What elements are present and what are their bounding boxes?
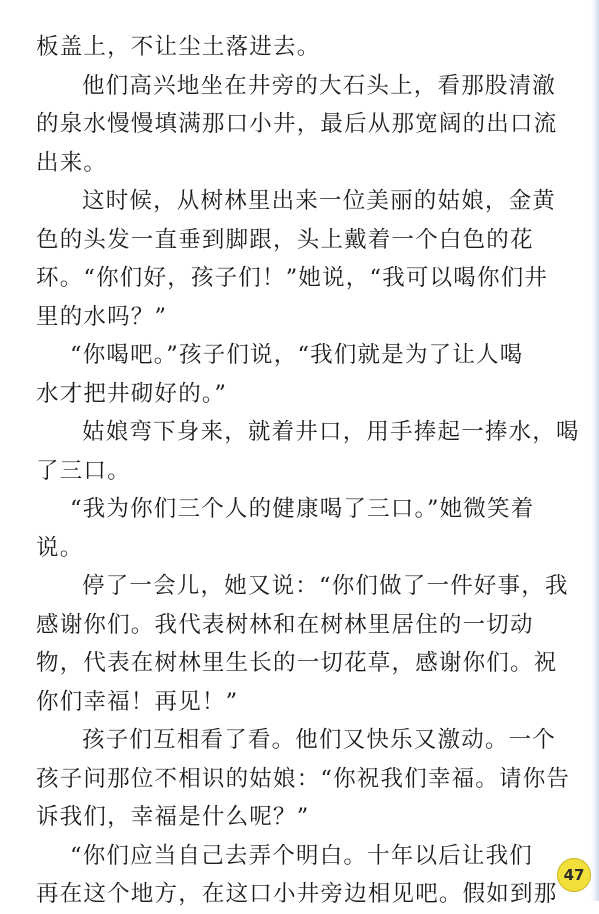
- page-number-badge: 47: [557, 858, 591, 892]
- text-line: 他们高兴地坐在井旁的大石头上，看那股清澈: [82, 72, 557, 99]
- page-edge-shadow: [591, 0, 599, 901]
- text-line: 你们幸福！再见！”: [36, 688, 239, 715]
- text-line: 色的头发一直垂到脚跟，头上戴着一个白色的花: [36, 226, 534, 253]
- text-line: 孩子问那位不相识的姑娘：“你祝我们幸福。请你告: [36, 765, 571, 792]
- text-line: 环。“你们好，孩子们！”她说，“我可以喝你们井: [36, 265, 549, 291]
- text-line: 再在这个地方，在这口小井旁边相见吧。假如到那: [36, 881, 558, 907]
- text-line: “你们应当自己去弄个明白。十年以后让我们: [70, 842, 534, 869]
- text-line: 说。: [36, 534, 84, 561]
- text-line: 的泉水慢慢填满那口小井，最后从那宽阔的出口流: [36, 111, 558, 137]
- text-line: 诉我们，幸福是什么呢？”: [36, 804, 310, 830]
- text-line: 停了一会儿，她又说：“你们做了一件好事，我: [82, 573, 569, 599]
- text-line: 板盖上，不让尘土落进去。: [36, 34, 321, 60]
- text-line: “你喝吧。”孩子们说，“我们就是为了让人喝: [70, 342, 524, 368]
- text-line: 姑娘弯下身来，就着井口，用手捧起一捧水，喝: [82, 419, 580, 445]
- text-line: 物，代表在树林里生长的一切花草，感谢你们。祝: [36, 650, 558, 676]
- text-line: 里的水吗？”: [36, 303, 168, 330]
- text-line: “我为你们三个人的健康喝了三口。”她微笑着: [70, 496, 535, 522]
- text-line: 孩子们互相看了看。他们又快乐又激动。一个: [82, 727, 557, 753]
- text-line: 出来。: [36, 149, 108, 176]
- text-line: 这时候，从树林里出来一位美丽的姑娘，金黄: [82, 188, 557, 214]
- text-line: 感谢你们。我代表树林和在树林里居住的一切动: [36, 611, 534, 638]
- text-line: 水才把井砌好的。”: [36, 380, 228, 407]
- text-line: 了三口。: [36, 457, 131, 484]
